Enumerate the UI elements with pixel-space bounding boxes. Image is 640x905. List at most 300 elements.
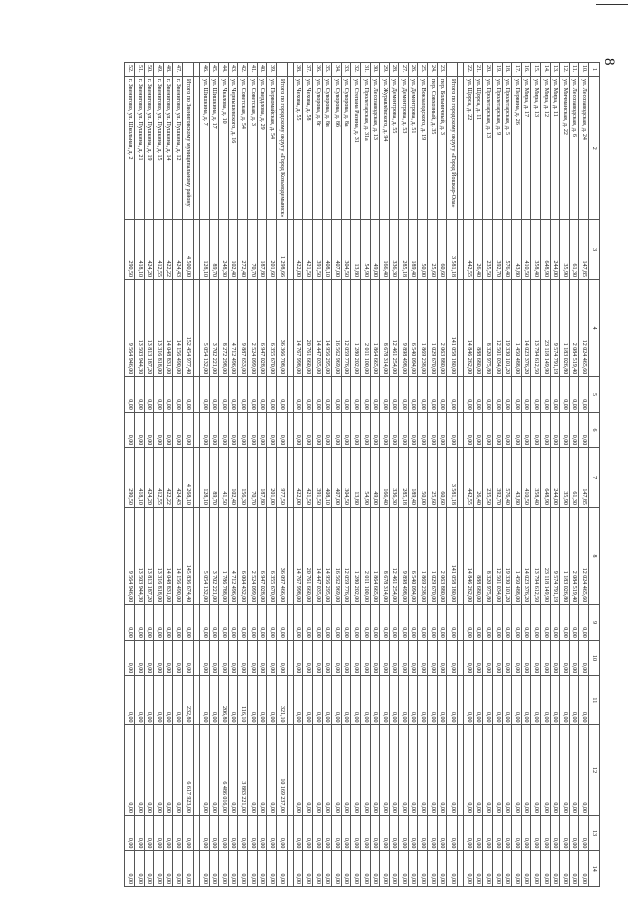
address-cell: ул. Первина, д. 26 — [512, 77, 522, 220]
value-cell: 0,00 — [370, 815, 380, 851]
value-cell: 0,00 — [303, 725, 313, 815]
value-cell: 3 581,18 — [447, 448, 458, 508]
value-cell: 6 947 028,00 — [257, 507, 267, 604]
value-cell: 407,00 — [332, 448, 342, 508]
value-cell: 0,00 — [437, 640, 447, 676]
value-cell: 0,00 — [293, 851, 303, 887]
row-number-cell: 26. — [408, 63, 418, 77]
value-cell: 0,00 — [312, 851, 322, 887]
value-cell: 4 500,00 — [183, 220, 194, 280]
value-cell: 0,00 — [248, 725, 258, 815]
value-cell: 0,00 — [293, 412, 303, 448]
row-number-cell: 50. — [144, 63, 154, 77]
value-cell: 285,18 — [399, 220, 409, 280]
address-cell: ул. Щорса, д. 11 — [473, 77, 483, 220]
value-cell: 152 454 977,40 — [183, 279, 194, 376]
value-cell: 1 183 026,80 — [560, 507, 570, 604]
value-cell: 12 024 465,60 — [579, 507, 589, 604]
value-cell: 392,70 — [493, 448, 503, 508]
value-cell: 102,40 — [228, 220, 238, 280]
value-cell: 0,00 — [135, 377, 145, 413]
value-cell: 0,00 — [360, 377, 370, 413]
value-cell: 0,00 — [257, 640, 267, 676]
value-cell: 0,00 — [312, 605, 322, 641]
value-cell: 0,00 — [341, 412, 351, 448]
value-cell: 0,00 — [569, 815, 579, 851]
value-cell: 422,22 — [163, 448, 173, 508]
value-cell: 244,00 — [550, 448, 560, 508]
value-cell: 2 011 100,00 — [360, 507, 370, 604]
table-row — [408, 63, 418, 887]
value-cell: 0,00 — [464, 676, 474, 725]
row-number-cell — [447, 63, 458, 77]
row-number-cell: 49. — [154, 63, 164, 77]
row-number-cell: 47. — [173, 63, 183, 77]
value-cell: 0,00 — [408, 851, 418, 887]
column-header: 12 — [589, 725, 600, 815]
value-cell: 0,00 — [464, 640, 474, 676]
table-row — [521, 63, 531, 887]
value-cell: 0,00 — [163, 851, 173, 887]
table-row — [154, 63, 164, 887]
value-cell: 0,00 — [541, 377, 551, 413]
value-cell: 0,00 — [248, 640, 258, 676]
row-number-cell: 28. — [389, 63, 399, 77]
value-cell: 424,43 — [173, 448, 183, 508]
value-cell: 0,00 — [144, 676, 154, 725]
value-cell: 0,00 — [200, 377, 210, 413]
value-cell: 8 320 975,80 — [483, 507, 493, 604]
row-number-cell — [183, 63, 194, 77]
value-cell: 0,00 — [200, 412, 210, 448]
value-cell: 0,00 — [550, 640, 560, 676]
value-cell: 0,00 — [163, 725, 173, 815]
value-cell: 0,00 — [389, 412, 399, 448]
value-cell: 0,00 — [351, 412, 361, 448]
value-cell: 0,00 — [447, 725, 458, 815]
value-cell: 16 562 969,00 — [332, 507, 342, 604]
table-row — [428, 63, 438, 887]
value-cell: 336,30 — [389, 448, 399, 508]
value-cell: 0,00 — [248, 676, 258, 725]
value-cell: 0,00 — [219, 640, 229, 676]
table-row — [351, 63, 361, 887]
value-cell: 0,00 — [560, 412, 570, 448]
value-cell: 0,00 — [370, 412, 380, 448]
row-number-cell: 19. — [493, 63, 503, 77]
value-cell: 0,00 — [341, 640, 351, 676]
address-cell: Итого по городскому округу «Город Козьмодемьянск» — [276, 77, 287, 220]
value-cell: 0,00 — [163, 412, 173, 448]
value-cell: 0,00 — [154, 412, 164, 448]
value-cell: 0,00 — [399, 676, 409, 725]
empty-cell — [458, 851, 464, 887]
data-table — [124, 62, 600, 887]
value-cell: 0,00 — [332, 412, 342, 448]
value-cell: 412,55 — [154, 220, 164, 280]
value-cell: 0,00 — [428, 412, 438, 448]
address-cell: г. Звенигово, ул. Школьная, д. 2 — [125, 77, 135, 220]
empty-cell — [287, 220, 293, 280]
value-cell: 0,00 — [464, 605, 474, 641]
value-cell: 0,00 — [341, 725, 351, 815]
value-cell: 2 063 880,00 — [437, 279, 447, 376]
value-cell: 0,00 — [569, 412, 579, 448]
address-cell: ул. Чернышевского, д. 16 — [228, 77, 238, 220]
table-row — [173, 63, 183, 887]
table-row — [389, 63, 399, 887]
value-cell: 290,50 — [125, 448, 135, 508]
value-cell: 0,00 — [293, 676, 303, 725]
value-cell: 0,00 — [560, 815, 570, 851]
value-cell: 0,00 — [418, 412, 428, 448]
value-cell: 0,00 — [579, 676, 589, 725]
value-cell: 0,00 — [473, 676, 483, 725]
value-cell: 61,30 — [569, 448, 579, 508]
value-cell: 0,00 — [332, 377, 342, 413]
column-header: 10 — [589, 640, 600, 676]
value-cell: 3 883 221,00 — [238, 725, 248, 815]
row-number-cell: 16. — [521, 63, 531, 77]
value-cell: 0,00 — [399, 725, 409, 815]
spacer-row — [287, 63, 293, 887]
value-cell: 166,40 — [380, 220, 390, 280]
address-cell: ул. Советская, д. 3 — [248, 77, 258, 220]
value-cell: 0,00 — [163, 640, 173, 676]
value-cell: 0,00 — [418, 851, 428, 887]
value-cell: 0,00 — [370, 851, 380, 887]
value-cell: 0,00 — [238, 412, 248, 448]
value-cell: 0,00 — [332, 725, 342, 815]
empty-cell — [458, 676, 464, 725]
value-cell: 410,50 — [521, 448, 531, 508]
value-cell: 422,00 — [293, 448, 303, 508]
value-cell: 14 956 295,00 — [322, 507, 332, 604]
value-cell: 424,20 — [144, 448, 154, 508]
empty-cell — [287, 640, 293, 676]
address-cell: ул. Лесозаводская, д. 24 — [579, 77, 589, 220]
value-cell: 235,50 — [483, 220, 493, 280]
value-cell: 0,00 — [154, 676, 164, 725]
value-cell: 0,00 — [322, 640, 332, 676]
value-cell: 0,00 — [521, 412, 531, 448]
value-cell: 0,00 — [312, 640, 322, 676]
subtotal-row — [276, 63, 287, 887]
address-cell: ул. Шишкина, д. 17 — [209, 77, 219, 220]
value-cell: 187,80 — [257, 448, 267, 508]
value-cell: 14 447 035,00 — [312, 279, 322, 376]
value-cell: 0,00 — [512, 676, 522, 725]
address-cell: ул. Дементрова, д. 55 — [389, 77, 399, 220]
value-cell: 410,50 — [521, 220, 531, 280]
value-cell: 0,00 — [493, 725, 503, 815]
value-cell: 3 581,18 — [447, 220, 458, 280]
empty-cell — [458, 412, 464, 448]
value-cell: 0,00 — [303, 676, 313, 725]
address-cell: ул. Мира, д. 17 — [521, 77, 531, 220]
address-cell: пер. Совхозный, д. 35 — [428, 77, 438, 220]
value-cell: 0,00 — [238, 640, 248, 676]
value-cell: 8 678 314,00 — [380, 279, 390, 376]
value-cell: 0,00 — [389, 815, 399, 851]
value-cell: 0,00 — [312, 377, 322, 413]
value-cell: 0,00 — [163, 605, 173, 641]
table-row — [437, 63, 447, 887]
empty-cell — [194, 412, 200, 448]
value-cell: 0,00 — [200, 640, 210, 676]
value-cell: 0,00 — [541, 725, 551, 815]
table-row — [209, 63, 219, 887]
value-cell: 408,10 — [322, 448, 332, 508]
value-cell: 0,00 — [493, 815, 503, 851]
value-cell: 0,00 — [303, 815, 313, 851]
value-cell: 0,00 — [483, 640, 493, 676]
value-cell: 0,00 — [332, 605, 342, 641]
value-cell: 0,00 — [228, 605, 238, 641]
empty-cell — [194, 63, 200, 77]
value-cell: 23 118 149,90 — [541, 279, 551, 376]
value-cell: 0,00 — [248, 412, 258, 448]
table-row — [399, 63, 409, 887]
value-cell: 0,00 — [312, 676, 322, 725]
address-cell: ул. Журавлёвского, д. 94 — [380, 77, 390, 220]
address-cell: ул. Советская, д. 54 — [238, 77, 248, 220]
value-cell: 0,00 — [418, 640, 428, 676]
value-cell: 0,00 — [370, 640, 380, 676]
address-cell: Итого по Звениговскому муниципальному району — [183, 77, 194, 220]
value-cell: 0,00 — [276, 851, 287, 887]
value-cell: 232,80 — [183, 676, 194, 725]
value-cell: 2 524 099,00 — [248, 279, 258, 376]
value-cell: 0,00 — [276, 815, 287, 851]
value-cell: 0,00 — [541, 815, 551, 851]
value-cell: 1 864 665,00 — [370, 507, 380, 604]
value-cell: 6 540 094,00 — [408, 507, 418, 604]
address-cell: ул. Степана Разина, д. 31 — [351, 77, 361, 220]
value-cell: 421,50 — [303, 448, 313, 508]
row-number-cell: 23. — [437, 63, 447, 77]
value-cell: 1 183 026,80 — [560, 279, 570, 376]
empty-cell — [194, 377, 200, 413]
value-cell: 0,00 — [550, 725, 560, 815]
value-cell: 8 320 975,80 — [483, 279, 493, 376]
column-header: 4 — [589, 279, 600, 376]
value-cell: 0,00 — [351, 815, 361, 851]
value-cell: 14 048 831,00 — [163, 279, 173, 376]
value-cell: 9 898 498,00 — [399, 279, 409, 376]
value-cell: 14 048 831,00 — [163, 507, 173, 604]
value-cell: 14 156 490,00 — [173, 507, 183, 604]
table-row — [502, 63, 512, 887]
value-cell: 0,00 — [579, 725, 589, 815]
value-cell: 60,60 — [437, 448, 447, 508]
address-cell: ул. Свердлова, д. 29 — [257, 77, 267, 220]
table-row — [541, 63, 551, 887]
value-cell: 0,00 — [173, 851, 183, 887]
empty-cell — [194, 220, 200, 280]
value-cell: 13 794 612,50 — [531, 279, 541, 376]
value-cell: 0,00 — [473, 640, 483, 676]
address-cell: ул. Суворова, д. 8б — [332, 77, 342, 220]
value-cell: 412,55 — [154, 448, 164, 508]
value-cell: 304,50 — [341, 220, 351, 280]
table-row — [135, 63, 145, 887]
value-cell: 0,00 — [380, 676, 390, 725]
column-header: 13 — [589, 815, 600, 851]
value-cell: 35,90 — [560, 448, 570, 508]
value-cell: 26,40 — [473, 448, 483, 508]
value-cell: 49,00 — [370, 448, 380, 508]
value-cell: 0,00 — [531, 851, 541, 887]
value-cell: 0,00 — [437, 412, 447, 448]
row-number-cell: 30. — [370, 63, 380, 77]
value-cell: 6 947 028,00 — [257, 279, 267, 376]
value-cell: 128,10 — [200, 220, 210, 280]
value-cell: 0,00 — [380, 725, 390, 815]
value-cell: 358,40 — [531, 448, 541, 508]
value-cell: 0,00 — [173, 815, 183, 851]
value-cell: 0,00 — [312, 725, 322, 815]
value-cell: 0,00 — [408, 605, 418, 641]
value-cell: 0,00 — [144, 851, 154, 887]
value-cell: 0,00 — [183, 851, 194, 887]
value-cell: 0,00 — [209, 851, 219, 887]
value-cell: 0,00 — [257, 605, 267, 641]
row-number-cell: 25. — [418, 63, 428, 77]
value-cell: 0,00 — [125, 640, 135, 676]
value-cell: 0,00 — [200, 676, 210, 725]
value-cell: 23 118 149,90 — [541, 507, 551, 604]
value-cell: 0,00 — [447, 640, 458, 676]
value-cell: 0,00 — [428, 815, 438, 851]
value-cell: 89,70 — [209, 448, 219, 508]
value-cell: 19 330 101,20 — [502, 507, 512, 604]
value-cell: 0,00 — [380, 815, 390, 851]
empty-cell — [194, 676, 200, 725]
address-cell: ул. Дементрова, д. 53 — [399, 77, 409, 220]
value-cell: 12 501 034,00 — [493, 279, 503, 376]
value-cell: 0,00 — [276, 377, 287, 413]
value-cell: 0,00 — [351, 605, 361, 641]
row-number-cell: 29. — [380, 63, 390, 77]
value-cell: 0,00 — [228, 377, 238, 413]
value-cell: 0,00 — [267, 377, 277, 413]
value-cell: 0,00 — [512, 640, 522, 676]
empty-cell — [458, 279, 464, 376]
value-cell: 0,00 — [521, 676, 531, 725]
value-cell: 0,00 — [322, 815, 332, 851]
table-row — [332, 63, 342, 887]
table-row — [267, 63, 277, 887]
value-cell: 0,00 — [303, 605, 313, 641]
value-cell: 201,00 — [267, 448, 277, 508]
empty-cell — [194, 605, 200, 641]
value-cell: 0,00 — [493, 640, 503, 676]
value-cell: 16 562 969,00 — [332, 279, 342, 376]
table-row — [418, 63, 428, 887]
value-cell: 0,00 — [447, 676, 458, 725]
value-cell: 0,00 — [521, 851, 531, 887]
value-cell: 0,00 — [135, 815, 145, 851]
subtotal-row — [447, 63, 458, 887]
value-cell: 2 084 519,40 — [569, 279, 579, 376]
address-cell: ул. Щорса, д. 22 — [464, 77, 474, 220]
value-cell: 0,00 — [447, 851, 458, 887]
value-cell: 13,80 — [351, 448, 361, 508]
value-cell: 0,00 — [293, 377, 303, 413]
row-number-cell: 14. — [541, 63, 551, 77]
value-cell: 0,00 — [579, 815, 589, 851]
value-cell: 102,40 — [228, 448, 238, 508]
empty-cell — [194, 815, 200, 851]
value-cell: 0,00 — [248, 815, 258, 851]
value-cell: 0,00 — [389, 377, 399, 413]
corner-mark — [596, 4, 628, 5]
value-cell: 8 272 298,00 — [219, 279, 229, 376]
value-cell: 9 564 946,00 — [125, 507, 135, 604]
value-cell: 0,00 — [579, 605, 589, 641]
value-cell: 0,00 — [135, 851, 145, 887]
value-cell: 14 447 035,00 — [312, 507, 322, 604]
value-cell: 235,50 — [483, 448, 493, 508]
value-cell: 0,00 — [550, 815, 560, 851]
row-number-cell: 13. — [550, 63, 560, 77]
value-cell: 0,00 — [493, 676, 503, 725]
value-cell: 6 355 670,00 — [267, 279, 277, 376]
address-cell: ул. Суворова, д. 8в — [322, 77, 332, 220]
value-cell: 0,00 — [437, 725, 447, 815]
value-cell: 0,00 — [560, 676, 570, 725]
row-number-cell: 32. — [351, 63, 361, 77]
value-cell: 0,00 — [512, 725, 522, 815]
value-cell: 0,00 — [428, 676, 438, 725]
value-cell: 0,00 — [238, 851, 248, 887]
value-cell: 189,40 — [408, 220, 418, 280]
value-cell: 0,00 — [257, 412, 267, 448]
value-cell: 285,18 — [399, 448, 409, 508]
value-cell: 0,00 — [531, 676, 541, 725]
value-cell: 1 864 665,00 — [370, 279, 380, 376]
row-number-cell: 17. — [512, 63, 522, 77]
value-cell: 2 063 880,00 — [437, 507, 447, 604]
value-cell: 0,00 — [125, 676, 135, 725]
value-cell: 0,00 — [135, 676, 145, 725]
value-cell: 0,00 — [464, 725, 474, 815]
value-cell: 576,40 — [502, 220, 512, 280]
value-cell: 0,00 — [267, 676, 277, 725]
value-cell: 0,00 — [473, 815, 483, 851]
table-row — [303, 63, 313, 887]
value-cell: 888 680,00 — [473, 279, 483, 376]
value-cell: 0,00 — [322, 725, 332, 815]
row-number-cell: 34. — [332, 63, 342, 77]
value-cell: 244,00 — [550, 220, 560, 280]
value-cell: 0,00 — [579, 412, 589, 448]
value-cell: 0,00 — [550, 605, 560, 641]
value-cell: 0,00 — [541, 640, 551, 676]
value-cell: 156,30 — [238, 448, 248, 508]
value-cell: 977,50 — [276, 448, 287, 508]
value-cell: 6 617 923,00 — [183, 725, 194, 815]
value-cell: 1 450 488,00 — [512, 507, 522, 604]
value-cell: 0,00 — [437, 377, 447, 413]
empty-cell — [287, 448, 293, 508]
value-cell: 0,00 — [502, 412, 512, 448]
value-cell: 0,00 — [428, 851, 438, 887]
value-cell: 0,00 — [173, 640, 183, 676]
value-cell: 2 084 519,40 — [569, 507, 579, 604]
value-cell: 0,00 — [408, 640, 418, 676]
